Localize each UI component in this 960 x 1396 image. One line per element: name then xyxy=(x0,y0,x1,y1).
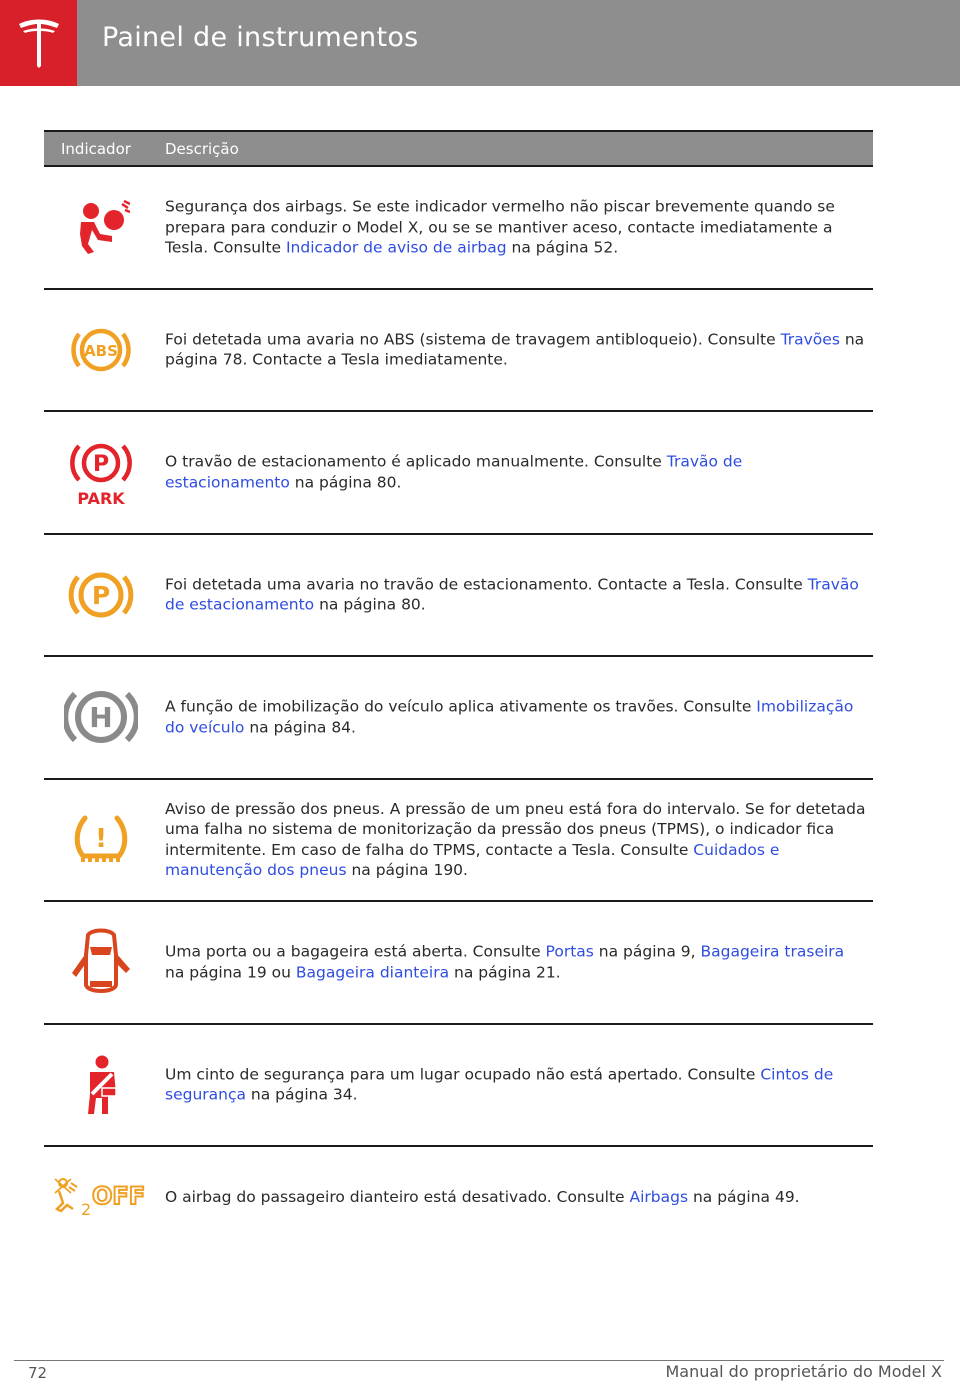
description-text: na página 34. xyxy=(246,1085,358,1104)
description-text: Uma porta ou a bagageira está aberta. Consulte xyxy=(165,942,546,961)
table-row xyxy=(44,412,873,535)
vehicle-hold-icon xyxy=(44,657,157,778)
page-number: 72 xyxy=(28,1364,48,1382)
description-text: na página 80. xyxy=(289,473,402,492)
description-text: na página 78. Contacte a Tesla imediatamente. xyxy=(165,330,865,369)
tire-pressure-icon xyxy=(44,780,157,901)
svg-text:P: P xyxy=(91,580,110,610)
svg-text:2: 2 xyxy=(80,1200,91,1219)
svg-text:ABS: ABS xyxy=(83,341,118,360)
description-text: O airbag do passageiro dianteiro está desativado. Consulte xyxy=(165,1187,630,1206)
cross-reference-link[interactable]: Travão de estacionamento xyxy=(165,575,859,614)
passenger-airbag-off-icon xyxy=(44,1147,157,1247)
parking-brake-park-icon xyxy=(44,412,157,533)
table-row xyxy=(44,902,873,1025)
cross-reference-link[interactable]: Portas xyxy=(545,942,594,961)
row-description xyxy=(165,574,867,615)
table-row xyxy=(44,1147,873,1247)
description-text: na página 190. xyxy=(346,861,468,880)
footer-title: Manual do proprietário do Model X xyxy=(665,1362,942,1381)
column-header-indicator: Indicador xyxy=(61,140,131,158)
row-description xyxy=(165,197,867,259)
cross-reference-link[interactable]: Indicador de aviso de airbag xyxy=(285,238,507,257)
cross-reference-link[interactable]: Cuidados e manutenção dos pneus xyxy=(165,840,780,880)
description-text: Aviso de pressão dos pneus. A pressão de um pneu está fora do intervalo. Se for detetada uma falha no sistema de monitorização da pressão dos pneus (TPMS), o indicador fica intermitente. Em caso de falha do TPMS, contacte a Tesla. Consulte xyxy=(165,799,866,859)
svg-text:P: P xyxy=(92,452,109,478)
description-text: na página 9, xyxy=(593,942,701,961)
svg-text:H: H xyxy=(88,701,113,735)
description-text: Um cinto de segurança para um lugar ocupado não está apertado. Consulte xyxy=(165,1065,761,1084)
tesla-logo-icon xyxy=(17,18,61,68)
description-text: Foi detetada uma avaria no travão de estacionamento. Contacte a Tesla. Consulte xyxy=(165,575,808,594)
row-description xyxy=(165,329,867,370)
svg-text:PARK: PARK xyxy=(76,489,125,508)
column-header-description: Descrição xyxy=(165,140,239,158)
page-title: Painel de instrumentos xyxy=(102,22,419,53)
parking-brake-fault-icon xyxy=(44,535,157,656)
cross-reference-link[interactable]: Airbags xyxy=(629,1187,689,1206)
tesla-logo xyxy=(0,0,77,86)
description-text: na página 19 ou xyxy=(165,963,296,982)
description-text: na página 21. xyxy=(449,963,561,982)
cross-reference-link[interactable]: Bagageira dianteira xyxy=(295,963,450,982)
description-text: na página 80. xyxy=(314,595,426,614)
cross-reference-link[interactable]: Cintos de segurança xyxy=(165,1065,834,1104)
table-row xyxy=(44,780,873,903)
door-open-icon xyxy=(44,902,157,1023)
description-text: na página 84. xyxy=(244,718,356,737)
row-description xyxy=(165,799,867,881)
abs-warning-icon xyxy=(44,290,157,411)
footer-divider xyxy=(14,1360,944,1361)
row-description xyxy=(165,452,867,493)
table-row xyxy=(44,657,873,780)
seatbelt-warning-icon xyxy=(44,1025,157,1146)
airbag-warning-icon xyxy=(44,167,157,288)
page-header xyxy=(0,0,960,86)
svg-text:OFF: OFF xyxy=(91,1182,145,1210)
description-text: A função de imobilização do veículo aplica ativamente os travões. Consulte xyxy=(165,697,757,716)
description-text: na página 49. xyxy=(688,1187,800,1206)
table-row xyxy=(44,290,873,413)
table-row xyxy=(44,1025,873,1148)
description-text: na página 52. xyxy=(506,238,619,257)
description-text: O travão de estacionamento é aplicado manualmente. Consulte xyxy=(165,452,667,471)
indicator-table xyxy=(44,130,873,1247)
description-text: Foi detetada uma avaria no ABS (sistema de travagem antibloqueio). Consulte xyxy=(165,330,781,349)
cross-reference-link[interactable]: Bagageira traseira xyxy=(700,942,845,961)
table-row xyxy=(44,167,873,290)
row-description xyxy=(165,697,867,738)
row-description xyxy=(165,1187,867,1208)
table-header xyxy=(44,130,873,167)
description-text: Segurança dos airbags. Se este indicador vermelho não piscar brevemente quando se prepara para conduzir o Model X, ou se se mantiver aceso, contacte imediatamente a Tesla. Consulte xyxy=(165,197,835,257)
svg-text:!: ! xyxy=(94,823,107,854)
cross-reference-link[interactable]: Imobilização do veículo xyxy=(165,697,854,737)
row-description xyxy=(165,942,867,983)
cross-reference-link[interactable]: Travão de estacionamento xyxy=(165,452,743,492)
row-description xyxy=(165,1064,867,1105)
table-row xyxy=(44,535,873,658)
cross-reference-link[interactable]: Travões xyxy=(780,330,840,349)
